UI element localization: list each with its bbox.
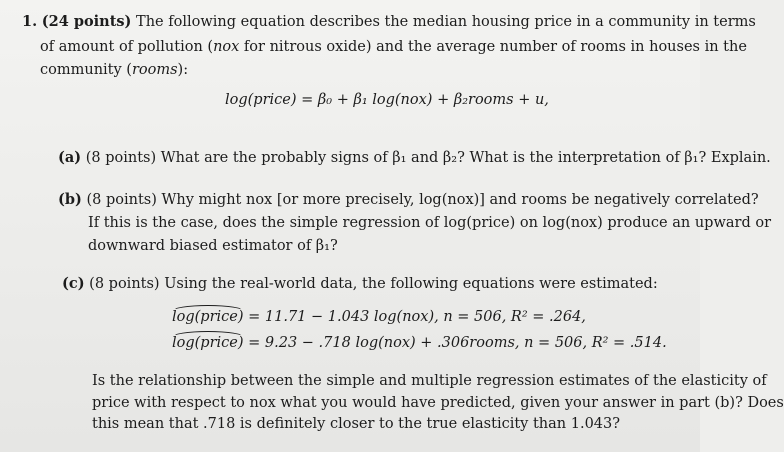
part-b-line-1	[58, 190, 759, 210]
eq2-lhs: log(price)	[172, 335, 244, 351]
question-intro-line-3	[40, 60, 188, 80]
question-number: 1.	[22, 13, 38, 30]
part-a-points: (8 points)	[85, 150, 157, 166]
part-b-text-1: Why might nox [or more precisely, log(nox)] and rooms be negatively correlated?	[161, 192, 759, 208]
model-equation: log(price) = β₀ + β₁ log(nox) + β₂rooms + u,	[225, 92, 549, 108]
part-a-label: (a)	[58, 149, 82, 166]
part-c-para-line-1: Is the relationship between the simple and multiple regression estimates of the elasticity of	[92, 373, 767, 389]
part-b-line-3: downward biased estimator of β₁?	[88, 238, 338, 254]
part-b-line-2: If this is the case, does the simple regression of log(price) on log(nox) produce an upward or	[88, 215, 772, 231]
intro-text-3b: ):	[177, 62, 189, 78]
intro-rooms: rooms	[131, 62, 178, 78]
part-c-text-1: Using the real-world data, the following equations were estimated:	[164, 276, 658, 292]
part-a-line-1	[58, 148, 771, 168]
eq2-rhs: = 9.23 − .718 log(nox) + .306rooms, n = 506, R² = .514.	[248, 335, 667, 351]
question-points: (24 points)	[41, 13, 132, 30]
part-b-label: (b)	[58, 191, 82, 208]
estimated-equation-2	[172, 333, 667, 353]
eq1-rhs: = 11.71 − 1.043 log(nox), n = 506, R² = .264,	[248, 309, 586, 325]
intro-text-3a: community (	[40, 62, 132, 78]
question-intro-line-2	[40, 37, 747, 57]
part-c-para-line-2: price with respect to nox what you would have predicted, given your answer in part (b)? Does	[92, 395, 784, 411]
part-c-points: (8 points)	[89, 276, 160, 292]
intro-text-2b: for nitrous oxide) and the average number of rooms in houses in the	[239, 39, 747, 55]
intro-nox: nox	[213, 39, 240, 55]
part-c-para-line-3: this mean that .718 is definitely closer to the true elasticity than 1.043?	[92, 416, 621, 432]
question-intro-line-1	[22, 12, 756, 32]
part-a-text: What are the probably signs of β₁ and β₂? What is the interpretation of β₁? Explain.	[160, 150, 771, 166]
intro-text-2a: of amount of pollution (	[40, 39, 214, 55]
part-c-line-1	[62, 274, 658, 294]
estimated-equation-1	[172, 307, 586, 327]
intro-text-1: The following equation describes the median housing price in a community in terms	[136, 14, 756, 30]
eq1-lhs: log(price)	[172, 309, 244, 325]
part-c-label: (c)	[62, 275, 85, 292]
part-b-points: (8 points)	[86, 192, 157, 208]
